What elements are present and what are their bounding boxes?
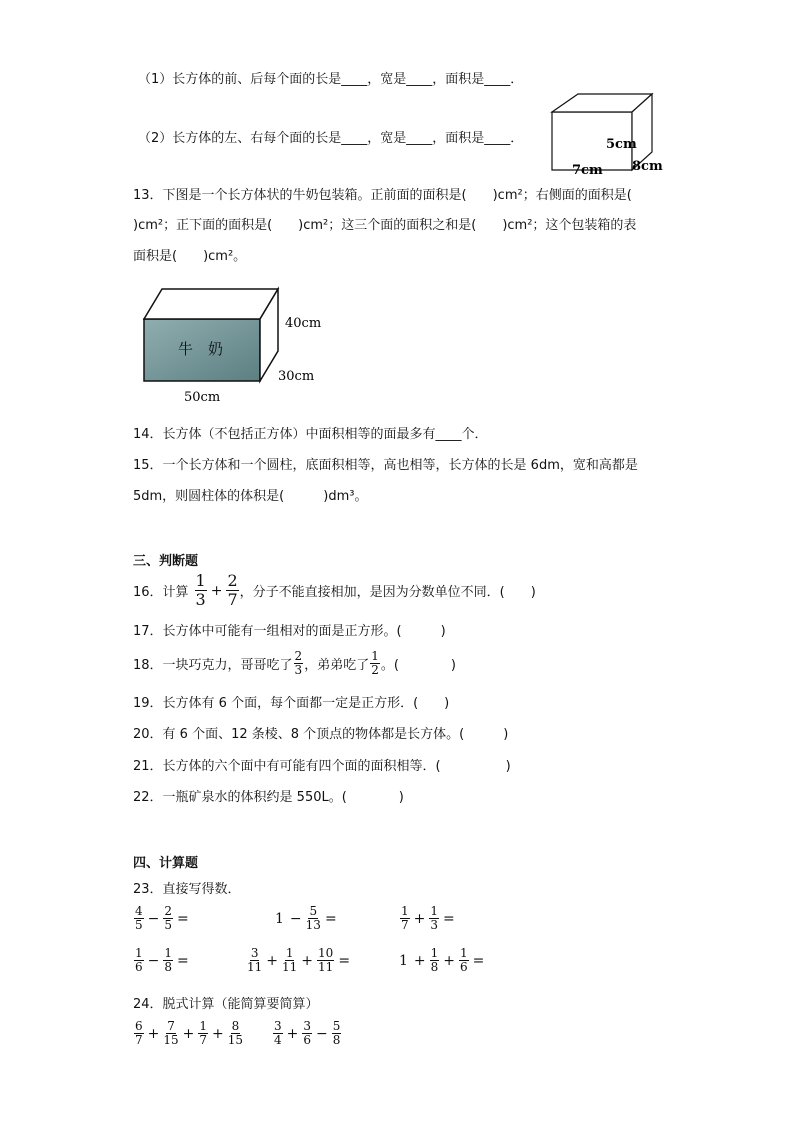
expr-7: $\frac{6}{7}$ + $\frac{7}{15}$ + $\frac{1}{7}$ + $\frac{8}{15}$ [135,1019,244,1047]
q15-line2: 5dm，则圆柱体的体积是( )dm³。 [133,489,368,504]
fraction: $\frac{1}{8}$ [164,946,173,974]
section3-title: 三、判断题 [133,554,199,569]
q24: 24．脱式计算（能简算要简算） [133,997,319,1012]
expr-5: $\frac{3}{11}$ + $\frac{1}{11}$ + $\frac{10}{11}$ = [247,946,351,974]
q22: 22．一瓶矿泉水的体积约是 550L。( ) [133,790,404,805]
label-5cm: 5cm [606,137,637,152]
milk-box-figure [138,285,338,405]
fraction: $\frac{5}{13}$ [305,904,321,932]
q16-text: ，分子不能直接相加，是因为分数单位不同．( ) [239,585,536,600]
label-40cm: 40cm [285,316,322,331]
fraction: $\frac{6}{7}$ [135,1019,143,1047]
fraction: $\frac{1}{7}$ [199,1019,208,1047]
q15-line1: 15．一个长方体和一个圆柱，底面积相等，高也相等，长方体的长是 6dm，宽和高都是 [133,458,638,473]
fraction: $\frac{1}{6}$ [135,946,143,974]
fraction: $\frac{1}{8}$ [430,946,439,974]
fraction: $\frac{7}{15}$ [163,1019,179,1047]
q12-part2: （2）长方体的左、右每个面的长是____，宽是____，面积是____． [138,131,524,146]
expr-1: $\frac{4}{5}$ − $\frac{2}{5}$ = [135,904,189,932]
q17: 17．长方体中可能有一组相对的面是正方形。( ) [133,624,446,639]
label-7cm: 7cm [572,163,603,176]
expr-2: 1 − $\frac{5}{13}$ = [275,904,337,932]
q13-line1: 13．下图是一个长方体状的牛奶包装箱。正前面的面积是( )cm²；右侧面的面积是( [133,188,632,203]
fraction: $\frac{1}{3}$ [430,904,439,932]
fraction: $\frac{1}{11}$ [282,946,298,974]
fraction: $\frac{3}{4}$ [274,1019,282,1047]
fraction: $\frac{1}{3}$ [195,571,206,609]
q13-line2: )cm²；正下面的面积是( )cm²；这三个面的面积之和是( )cm²；这个包装箱的表 [133,218,637,233]
q13-line3: 面积是( )cm²。 [133,249,247,264]
fraction: $\frac{8}{15}$ [227,1019,244,1047]
expr-4: $\frac{1}{6}$ − $\frac{1}{8}$ = [135,946,189,974]
fraction: $\frac{1}{6}$ [460,946,468,974]
label-50cm: 50cm [184,390,221,405]
cuboid-figure-1 [546,90,666,176]
fraction: $\frac{3}{11}$ [247,946,263,974]
q23: 23．直接写得数． [133,882,241,897]
q16-number: 16．计算 [133,585,189,600]
section4-title: 四、计算题 [133,856,199,871]
q20: 20．有 6 个面、12 条棱、8 个顶点的物体都是长方体。( ) [133,727,509,742]
fraction: $\frac{3}{6}$ [303,1019,312,1047]
q14: 14．长方体（不包括正方体）中面积相等的面最多有____个． [133,427,488,442]
fraction: $\frac{4}{5}$ [135,904,143,932]
label-30cm: 30cm [278,369,315,384]
expr-3: $\frac{1}{7}$ + $\frac{1}{3}$ = [401,904,455,932]
fraction: $\frac{1}{7}$ [401,904,409,932]
q21: 21．长方体的六个面中有可能有四个面的面积相等．( ) [133,759,511,774]
expr-6: 1 + $\frac{1}{8}$ + $\frac{1}{6}$ = [399,946,485,974]
fraction: $\frac{2}{7}$ [227,571,238,609]
q16: 16．计算 $\frac{1}{3}$ + $\frac{2}{7}$ ，分子不能直接相加，是因为分数单位不同．( ) [133,571,536,609]
q18: 18．一块巧克力，哥哥吃了 $\frac{2}{3}$ ，弟弟吃了 $\frac{1}{2}$ 。( ) [133,649,456,677]
fraction: $\frac{5}{8}$ [332,1019,341,1047]
fraction: $\frac{2}{3}$ [294,649,303,677]
label-8cm: 8cm [632,159,663,174]
fraction: $\frac{1}{2}$ [371,649,379,677]
q12-part1: （1）长方体的前、后每个面的长是____，宽是____，面积是____． [138,72,524,87]
milk-label: 牛 奶 [178,340,224,358]
fraction: $\frac{2}{5}$ [164,904,173,932]
expr-8: $\frac{3}{4}$ + $\frac{3}{6}$ − $\frac{5}{8}$ [274,1019,341,1047]
fraction: $\frac{10}{11}$ [318,946,334,974]
q19: 19．长方体有 6 个面，每个面都一定是正方形．( ) [133,696,450,711]
